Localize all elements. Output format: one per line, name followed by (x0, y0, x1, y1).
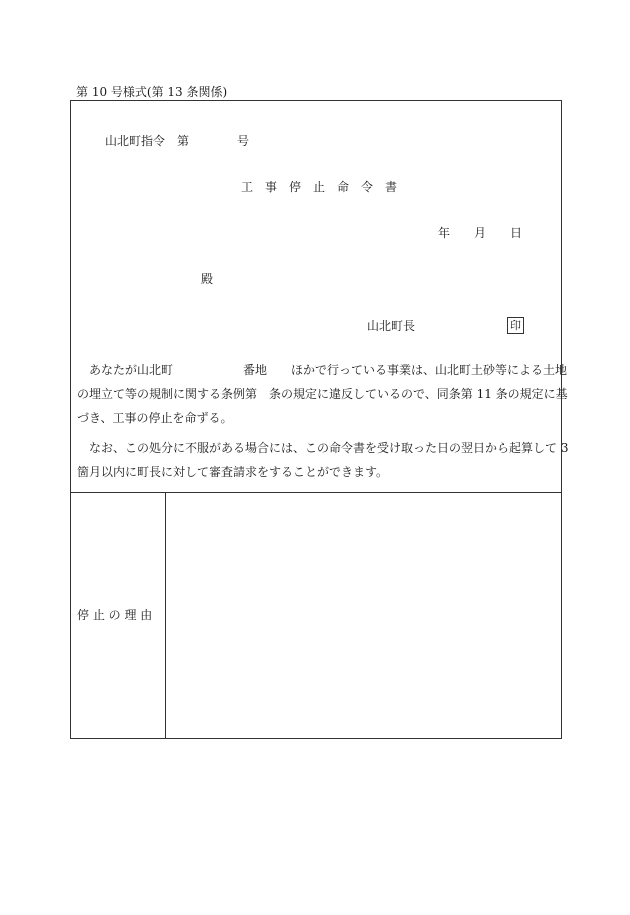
official-seal-box: 印 (507, 317, 524, 334)
body-line2: の埋立て等の規制に関する条例第 条の規定に違反しているので、同条第 11 条の規定に基 (77, 387, 568, 401)
order-number-dai: 第 (177, 134, 190, 148)
date-year-label: 年 (438, 226, 451, 240)
addressee-suffix: 殿 (201, 272, 214, 286)
order-number-go: 号 (237, 134, 250, 148)
reason-label: 停 止 の 理 由 (77, 608, 153, 622)
reason-column-divider (165, 492, 166, 739)
issuer-name: 山北町長 (367, 319, 416, 333)
date-day-label: 日 (510, 226, 523, 240)
appeal-notice-line2: 箇月以内に町長に対して審査請求をすることができます。 (77, 465, 389, 479)
form-header: 第 10 号様式(第 13 条関係) (76, 85, 228, 99)
order-number-prefix: 山北町指令 (105, 134, 166, 148)
section-divider (70, 492, 562, 493)
body-line1-b: 番地 (243, 363, 268, 377)
document-title: 工 事 停 止 命 令 書 (241, 180, 398, 194)
body-line1-a: あなたが山北町 (89, 363, 174, 377)
body-line1-c: ほかで行っている事業は、山北町土砂等による土地 (291, 363, 568, 377)
date-month-label: 月 (474, 226, 487, 240)
body-line3: づき、工事の停止を命ずる。 (77, 411, 233, 425)
appeal-notice-line1: なお、この処分に不服がある場合には、この命令書を受け取った日の翌日から起算して 3 (89, 441, 569, 455)
reason-field[interactable] (167, 494, 559, 736)
